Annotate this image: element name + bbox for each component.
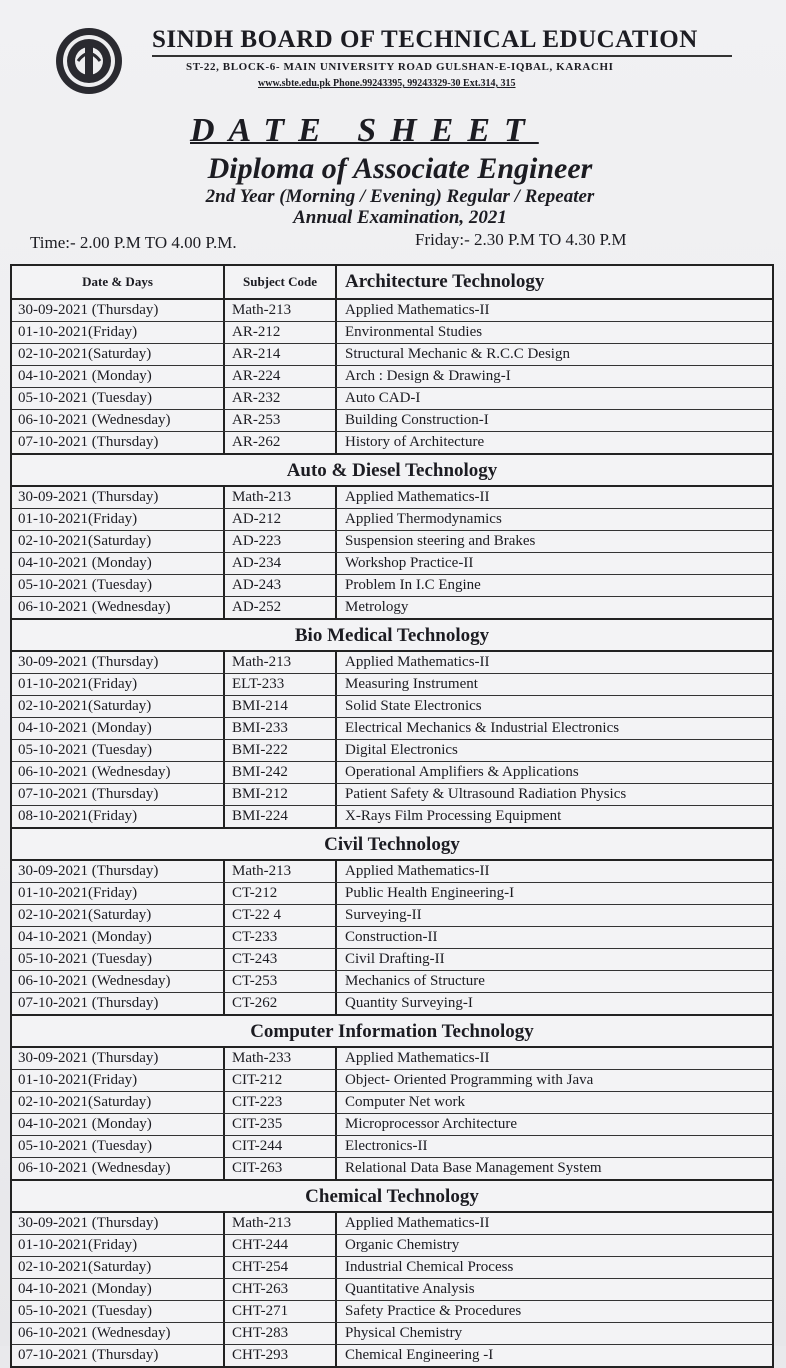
subject-code-cell: AD-252 <box>225 597 337 618</box>
subject-code-cell: CHT-283 <box>225 1323 337 1344</box>
subject-name-cell: Applied Mathematics-II <box>345 654 490 670</box>
table-row <box>12 971 772 993</box>
section-title: Architecture Technology <box>345 271 545 292</box>
subject-name-cell: Arch : Design & Drawing-I <box>345 368 511 384</box>
table-row <box>12 762 772 784</box>
subject-name-cell: Patient Safety & Ultrasound Radiation Physics <box>345 786 627 802</box>
table-body <box>12 300 772 1366</box>
subject-code-cell: AR-212 <box>225 322 337 343</box>
table-row <box>12 652 772 674</box>
table-row <box>12 388 772 410</box>
subject-name-cell: X-Rays Film Processing Equipment <box>345 808 562 824</box>
subject-name-cell: Chemical Engineering -I <box>345 1347 494 1363</box>
exam-date-cell: 05-10-2021 (Tuesday) <box>12 388 225 409</box>
subject-code-cell: CIT-212 <box>225 1070 337 1091</box>
date-column-header: Date & Days <box>12 266 225 298</box>
table-row <box>12 861 772 883</box>
exam-date-cell: 07-10-2021 (Thursday) <box>12 993 225 1014</box>
subject-name-cell: Building Construction-I <box>345 412 489 428</box>
exam-date-cell: 05-10-2021 (Tuesday) <box>12 575 225 596</box>
section-title: Civil Technology <box>12 829 772 861</box>
exam-date-cell: 02-10-2021(Saturday) <box>12 1257 225 1278</box>
exam-date-cell: 07-10-2021 (Thursday) <box>12 432 225 453</box>
table-row <box>12 553 772 575</box>
exam-date-cell: 30-09-2021 (Thursday) <box>12 1048 225 1069</box>
subject-code-cell: CIT-235 <box>225 1114 337 1135</box>
subject-code-cell: AR-253 <box>225 410 337 431</box>
table-row <box>12 1158 772 1179</box>
subject-name-cell: Relational Data Base Management System <box>345 1160 602 1176</box>
table-row <box>12 1279 772 1301</box>
exam-date-cell: 30-09-2021 (Thursday) <box>12 861 225 882</box>
subject-code-cell: AD-212 <box>225 509 337 530</box>
table-row <box>12 1070 772 1092</box>
exam-date-cell: 04-10-2021 (Monday) <box>12 553 225 574</box>
table-row <box>12 344 772 366</box>
subject-name-cell: Metrology <box>345 599 409 615</box>
org-contact: www.sbte.edu.pk Phone.99243395, 99243329-30 Ext.314, 315 <box>258 78 516 89</box>
table-row <box>12 575 772 597</box>
table-row <box>12 1301 772 1323</box>
exam-date-cell: 01-10-2021(Friday) <box>12 674 225 695</box>
subject-code-cell: AR-224 <box>225 366 337 387</box>
subject-name-cell: Applied Mathematics-II <box>345 1050 490 1066</box>
table-row <box>12 1213 772 1235</box>
exam-date-cell: 30-09-2021 (Thursday) <box>12 652 225 673</box>
table-row <box>12 1136 772 1158</box>
subject-code-cell: BMI-224 <box>225 806 337 827</box>
exam-date-cell: 01-10-2021(Friday) <box>12 1070 225 1091</box>
table-row <box>12 949 772 971</box>
subject-name-cell: Construction-II <box>345 929 438 945</box>
section-block <box>12 455 772 620</box>
table-row <box>12 674 772 696</box>
table-row <box>12 1345 772 1366</box>
subject-code-cell: CIT-263 <box>225 1158 337 1179</box>
org-address: ST-22, BLOCK-6- MAIN UNIVERSITY ROAD GULSHAN-E-IQBAL, KARACHI <box>186 61 614 73</box>
subject-name-cell: Environmental Studies <box>345 324 483 340</box>
subject-code-cell: AD-243 <box>225 575 337 596</box>
subject-code-cell: AR-262 <box>225 432 337 453</box>
exam-date-cell: 06-10-2021 (Wednesday) <box>12 597 225 618</box>
subject-name-cell: Object- Oriented Programming with Java <box>345 1072 594 1088</box>
table-row <box>12 718 772 740</box>
subject-code-cell: CT-262 <box>225 993 337 1014</box>
table-row <box>12 1323 772 1345</box>
exam-date-cell: 08-10-2021(Friday) <box>12 806 225 827</box>
table-row <box>12 1235 772 1257</box>
table-row <box>12 1257 772 1279</box>
exam-date-cell: 05-10-2021 (Tuesday) <box>12 949 225 970</box>
exam-date-cell: 30-09-2021 (Thursday) <box>12 300 225 321</box>
subject-code-cell: BMI-222 <box>225 740 337 761</box>
table-row <box>12 806 772 827</box>
subject-code-cell: BMI-212 <box>225 784 337 805</box>
exam-date-cell: 02-10-2021(Saturday) <box>12 531 225 552</box>
table-row <box>12 905 772 927</box>
subject-code-cell: AR-232 <box>225 388 337 409</box>
subject-name-cell: Industrial Chemical Process <box>345 1259 514 1275</box>
subject-name-cell: Applied Mathematics-II <box>345 302 490 318</box>
subject-name-cell: Public Health Engineering-I <box>345 885 515 901</box>
subject-code-cell: BMI-242 <box>225 762 337 783</box>
subject-code-cell: CIT-244 <box>225 1136 337 1157</box>
subject-name-cell: Computer Net work <box>345 1094 465 1110</box>
section-block <box>12 829 772 1016</box>
subject-name-cell: Applied Mathematics-II <box>345 863 490 879</box>
subject-code-cell: CT-233 <box>225 927 337 948</box>
exam-date-cell: 06-10-2021 (Wednesday) <box>12 971 225 992</box>
exam-date-cell: 04-10-2021 (Monday) <box>12 927 225 948</box>
year-subtitle: 2nd Year (Morning / Evening) Regular / Repeater <box>205 186 595 207</box>
table-header-row <box>12 266 772 300</box>
table-row <box>12 509 772 531</box>
table-row <box>12 1092 772 1114</box>
exam-date-cell: 02-10-2021(Saturday) <box>12 1092 225 1113</box>
table-row <box>12 1048 772 1070</box>
section-block <box>12 300 772 455</box>
exam-date-cell: 01-10-2021(Friday) <box>12 883 225 904</box>
subject-name-cell: Microprocessor Architecture <box>345 1116 518 1132</box>
subject-code-cell: Math-233 <box>225 1048 337 1069</box>
exam-date-cell: 02-10-2021(Saturday) <box>12 344 225 365</box>
subject-code-cell: CHT-244 <box>225 1235 337 1256</box>
exam-date-cell: 06-10-2021 (Wednesday) <box>12 1158 225 1179</box>
table-row <box>12 740 772 762</box>
date-sheet-heading: DATE SHEET <box>190 112 539 149</box>
subject-code-cell: Math-213 <box>225 652 337 673</box>
exam-date-cell: 04-10-2021 (Monday) <box>12 366 225 387</box>
subject-name-cell: Problem In I.C Engine <box>345 577 481 593</box>
table-row <box>12 366 772 388</box>
table-row <box>12 410 772 432</box>
subject-name-cell: Workshop Practice-II <box>345 555 474 571</box>
table-row <box>12 927 772 949</box>
subject-code-cell: BMI-214 <box>225 696 337 717</box>
table-row <box>12 993 772 1014</box>
table-row <box>12 322 772 344</box>
code-column-header: Subject Code <box>225 266 337 298</box>
table-row <box>12 696 772 718</box>
table-row <box>12 1114 772 1136</box>
exam-date-cell: 06-10-2021 (Wednesday) <box>12 762 225 783</box>
exam-date-cell: 06-10-2021 (Wednesday) <box>12 410 225 431</box>
exam-date-cell: 05-10-2021 (Tuesday) <box>12 740 225 761</box>
table-row <box>12 883 772 905</box>
subject-name-cell: Mechanics of Structure <box>345 973 485 989</box>
exam-date-cell: 01-10-2021(Friday) <box>12 509 225 530</box>
exam-date-cell: 02-10-2021(Saturday) <box>12 905 225 926</box>
subject-code-cell: CHT-271 <box>225 1301 337 1322</box>
subject-code-cell: Math-213 <box>225 861 337 882</box>
exam-date-cell: 05-10-2021 (Tuesday) <box>12 1301 225 1322</box>
subject-name-cell: Solid State Electronics <box>345 698 482 714</box>
subject-name-cell: Surveying-II <box>345 907 422 923</box>
exam-schedule-table <box>10 264 774 1368</box>
subject-code-cell: CHT-254 <box>225 1257 337 1278</box>
table-row <box>12 300 772 322</box>
section-title: Computer Information Technology <box>12 1016 772 1048</box>
subject-name-cell: Structural Mechanic & R.C.C Design <box>345 346 570 362</box>
subject-name-cell: Electrical Mechanics & Industrial Electronics <box>345 720 620 736</box>
subject-name-cell: Quantity Surveying-I <box>345 995 473 1011</box>
subject-code-cell: Math-213 <box>225 300 337 321</box>
subject-name-cell: Organic Chemistry <box>345 1237 460 1253</box>
exam-date-cell: 04-10-2021 (Monday) <box>12 1279 225 1300</box>
exam-date-cell: 30-09-2021 (Thursday) <box>12 1213 225 1234</box>
subject-code-cell: CT-212 <box>225 883 337 904</box>
subject-code-cell: CIT-223 <box>225 1092 337 1113</box>
section-title: Auto & Diesel Technology <box>12 455 772 487</box>
subject-code-cell: BMI-233 <box>225 718 337 739</box>
table-row <box>12 784 772 806</box>
subject-name-cell: Applied Thermodynamics <box>345 511 502 527</box>
subject-name-cell: Digital Electronics <box>345 742 458 758</box>
subject-name-cell: Quantitative Analysis <box>345 1281 475 1297</box>
subject-code-cell: CT-243 <box>225 949 337 970</box>
subject-code-cell: Math-213 <box>225 487 337 508</box>
friday-timing: Friday:- 2.30 P.M TO 4.30 P.M <box>415 230 627 249</box>
subject-code-cell: CT-22 4 <box>225 905 337 926</box>
subject-code-cell: CT-253 <box>225 971 337 992</box>
subject-name-cell: History of Architecture <box>345 434 485 450</box>
subject-name-cell: Operational Amplifiers & Applications <box>345 764 579 780</box>
exam-date-cell: 02-10-2021(Saturday) <box>12 696 225 717</box>
table-row <box>12 531 772 553</box>
subject-name-cell: Applied Mathematics-II <box>345 489 490 505</box>
section-block <box>12 620 772 829</box>
board-seal-icon <box>52 26 126 96</box>
table-row <box>12 487 772 509</box>
exam-date-cell: 30-09-2021 (Thursday) <box>12 487 225 508</box>
regular-timing: Time:- 2.00 P.M TO 4.00 P.M. <box>30 233 237 252</box>
section-block <box>12 1181 772 1366</box>
subject-name-cell: Suspension steering and Brakes <box>345 533 536 549</box>
subject-code-cell: CHT-263 <box>225 1279 337 1300</box>
subject-code-cell: AD-234 <box>225 553 337 574</box>
exam-date-cell: 01-10-2021(Friday) <box>12 322 225 343</box>
section-title: Bio Medical Technology <box>12 620 772 652</box>
section-block <box>12 1016 772 1181</box>
subject-code-cell: AR-214 <box>225 344 337 365</box>
subject-name-cell: Applied Mathematics-II <box>345 1215 490 1231</box>
exam-date-cell: 06-10-2021 (Wednesday) <box>12 1323 225 1344</box>
org-name: SINDH BOARD OF TECHNICAL EDUCATION <box>152 26 732 57</box>
exam-date-cell: 07-10-2021 (Thursday) <box>12 1345 225 1366</box>
subject-name-cell: Civil Drafting-II <box>345 951 445 967</box>
subject-name-cell: Safety Practice & Procedures <box>345 1303 522 1319</box>
subject-name-cell: Electronics-II <box>345 1138 428 1154</box>
subject-code-cell: AD-223 <box>225 531 337 552</box>
exam-date-cell: 01-10-2021(Friday) <box>12 1235 225 1256</box>
exam-date-cell: 07-10-2021 (Thursday) <box>12 784 225 805</box>
exam-subtitle: Annual Examination, 2021 <box>293 207 507 228</box>
exam-date-cell: 04-10-2021 (Monday) <box>12 718 225 739</box>
subject-code-cell: CHT-293 <box>225 1345 337 1366</box>
section-title: Chemical Technology <box>12 1181 772 1213</box>
subject-code-cell: Math-213 <box>225 1213 337 1234</box>
subject-code-cell: ELT-233 <box>225 674 337 695</box>
diploma-title: Diploma of Associate Engineer <box>207 152 593 185</box>
exam-date-cell: 05-10-2021 (Tuesday) <box>12 1136 225 1157</box>
exam-date-cell: 04-10-2021 (Monday) <box>12 1114 225 1135</box>
subject-name-cell: Physical Chemistry <box>345 1325 463 1341</box>
table-row <box>12 597 772 618</box>
subject-name-cell: Auto CAD-I <box>345 390 421 406</box>
table-row <box>12 432 772 453</box>
subject-name-cell: Measuring Instrument <box>345 676 478 692</box>
